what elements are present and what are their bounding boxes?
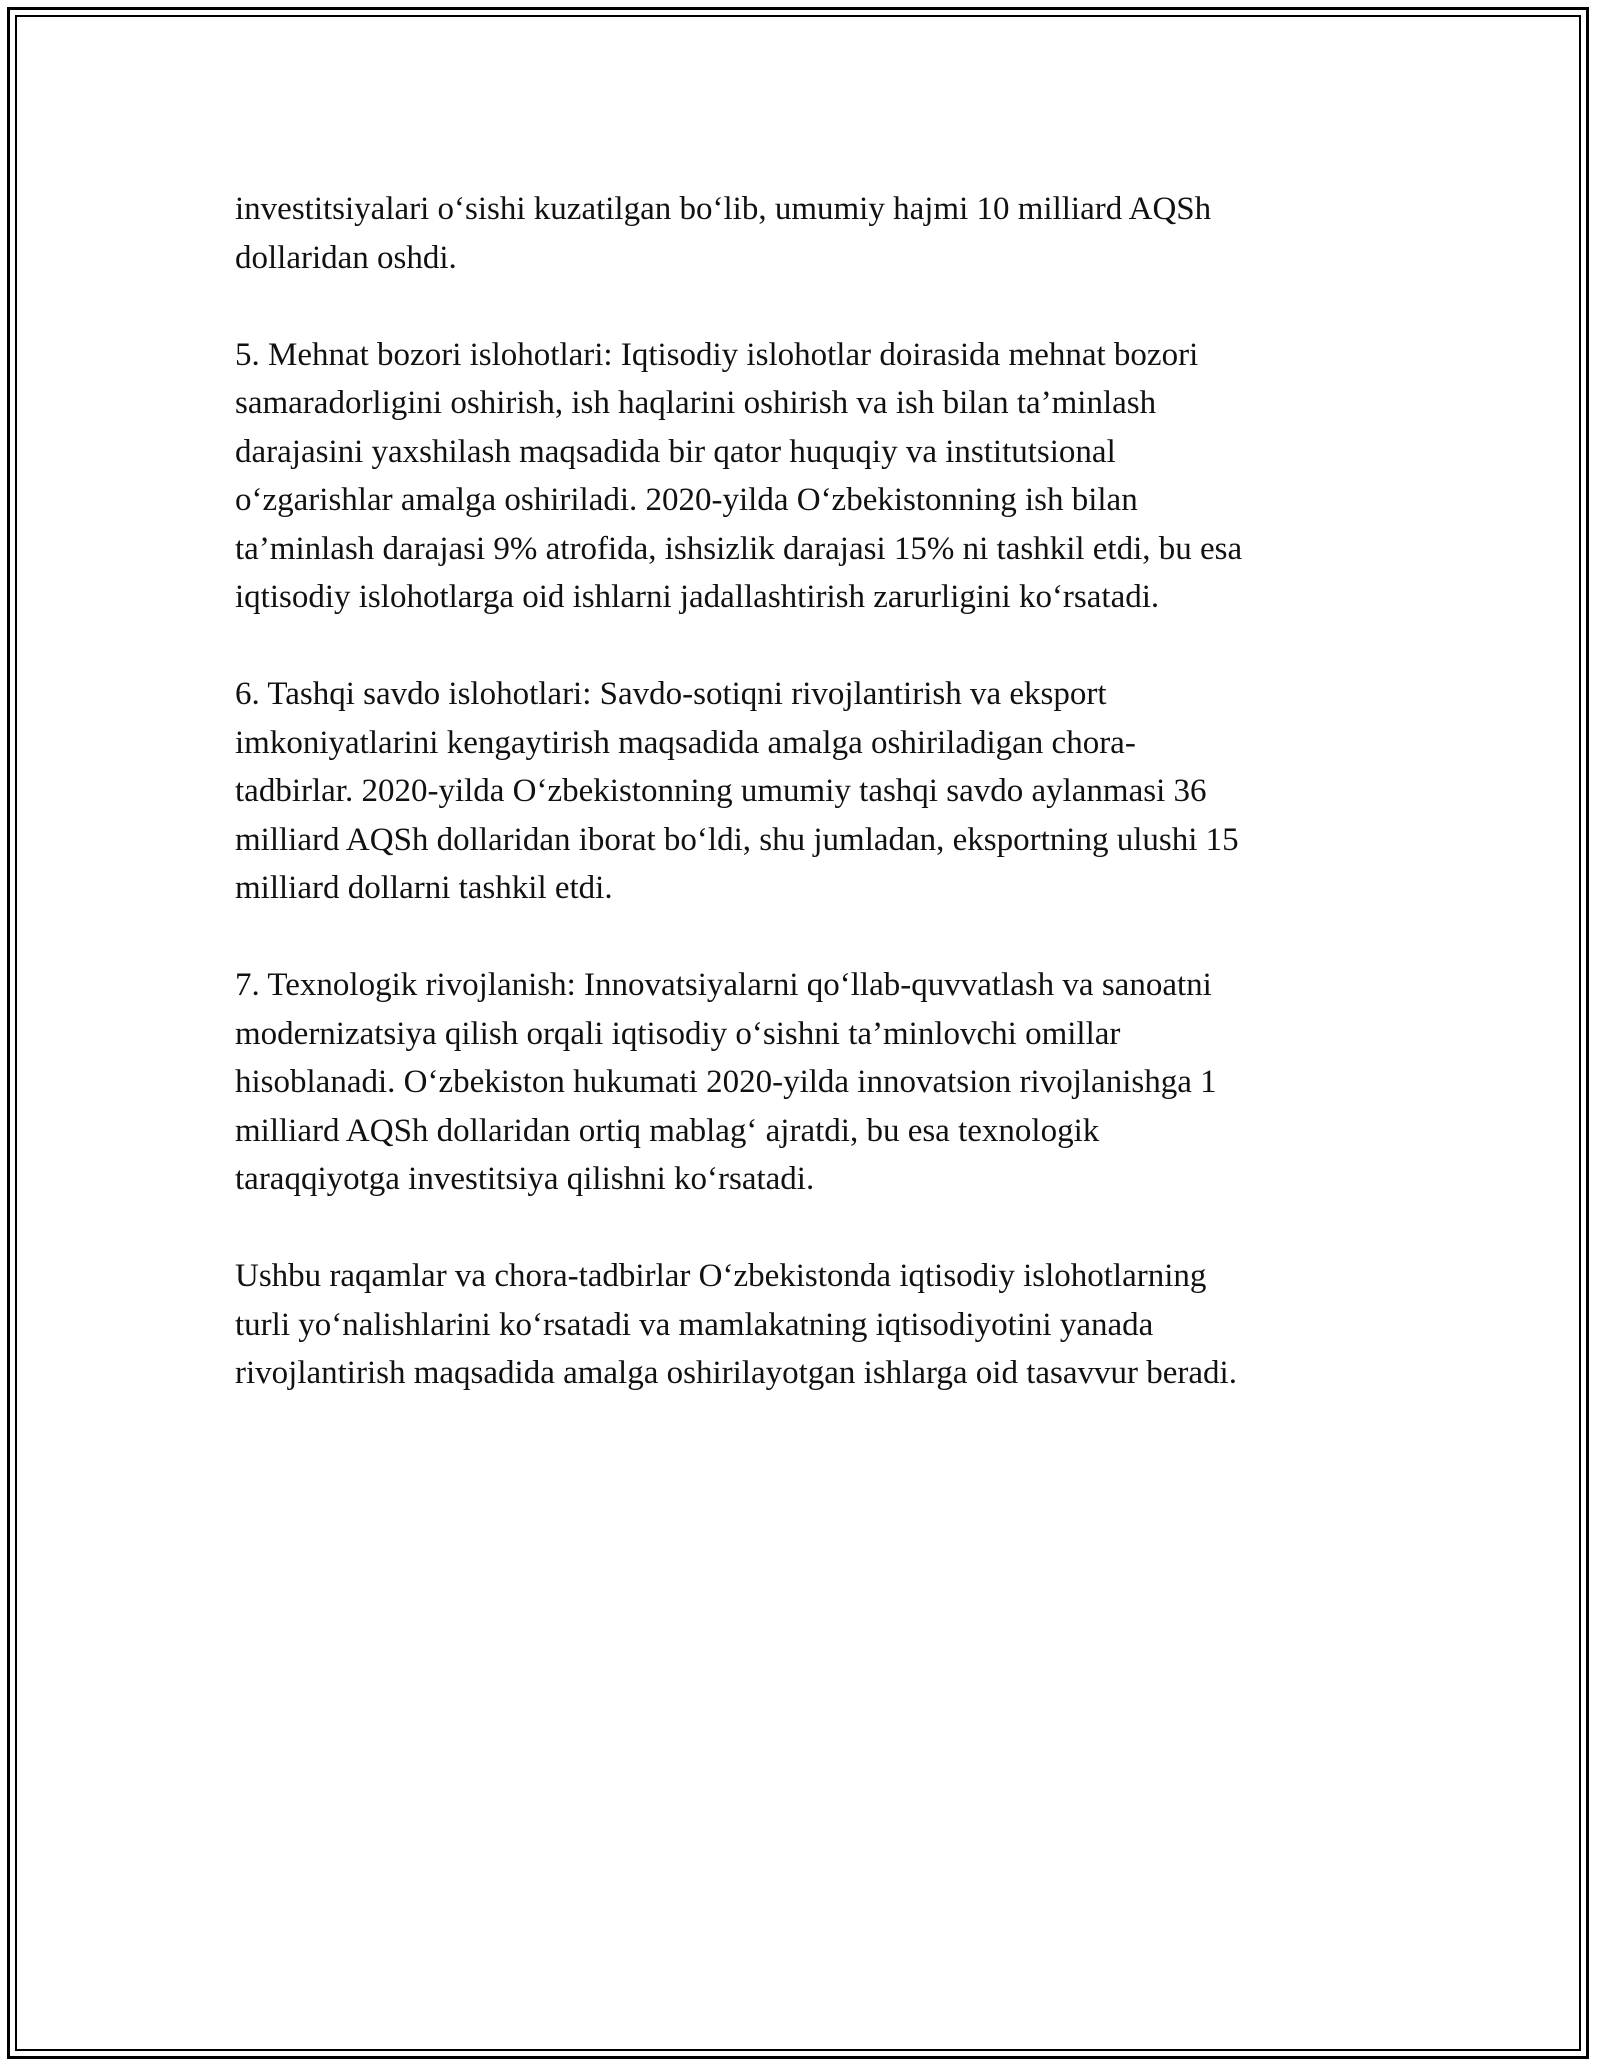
- paragraph-foreign-trade-reforms: 6. Tashqi savdo islohotlari: Savdo-sotiqni rivojlantirish va eksport imkoniyatlarini kengaytirish maqsadida amalga oshiriladigan chora- tadbirlar. 2020-yilda O‘zbekistonning umumiy tashqi savdo aylanmasi 36 milliard AQSh dollaridan iborat bo‘ldi, shu jumladan, eksportning ulushi 15 milliard dollarni tashkil etdi.: [235, 676, 1239, 906]
- paragraph-investment-continuation: investitsiyalari o‘sishi kuzatilgan bo‘lib, umumiy hajmi 10 milliard AQSh dollaridan oshdi.: [235, 191, 1212, 276]
- paragraph-technological-development: 7. Texnologik rivojlanish: Innovatsiyalarni qo‘llab-quvvatlash va sanoatni modernizatsiya qilish orqali iqtisodiy o‘sishni ta’minlovchi omillar hisoblanadi. O‘zbekiston hukumati 2020-yilda innovatsion rivojlanishga 1 milliard AQSh dollaridan ortiq mablag‘ ajratdi, bu esa texnologik taraqqiyotga investitsiya qilishni ko‘rsatadi.: [235, 967, 1217, 1197]
- document-body: [235, 185, 1375, 1446]
- paragraph-labor-market-reforms: 5. Mehnat bozori islohotlari: Iqtisodiy islohotlar doirasida mehnat bozori samaradorligini oshirish, ish haqlarini oshirish va ish bilan ta’minlash darajasini yaxshilash maqsadida bir qator huquqiy va institutsional o‘zgarishlar amalga oshiriladi. 2020-yilda O‘zbekistonning ish bilan ta’minlash darajasi 9% atrofida, ishsizlik darajasi 15% ni tashkil etdi, bu esa iqtisodiy islohotlarga oid ishlarni jadallashtirish zarurligini ko‘rsatadi.: [235, 336, 1243, 615]
- paragraph-conclusion: Ushbu raqamlar va chora-tadbirlar O‘zbekistonda iqtisodiy islohotlarning turli yo‘nalishlarini ko‘rsatadi va mamlakatning iqtisodiyotini yanada rivojlantirish maqsadida amalga oshirilayotgan ishlarga oid tasavvur beradi.: [235, 1258, 1237, 1391]
